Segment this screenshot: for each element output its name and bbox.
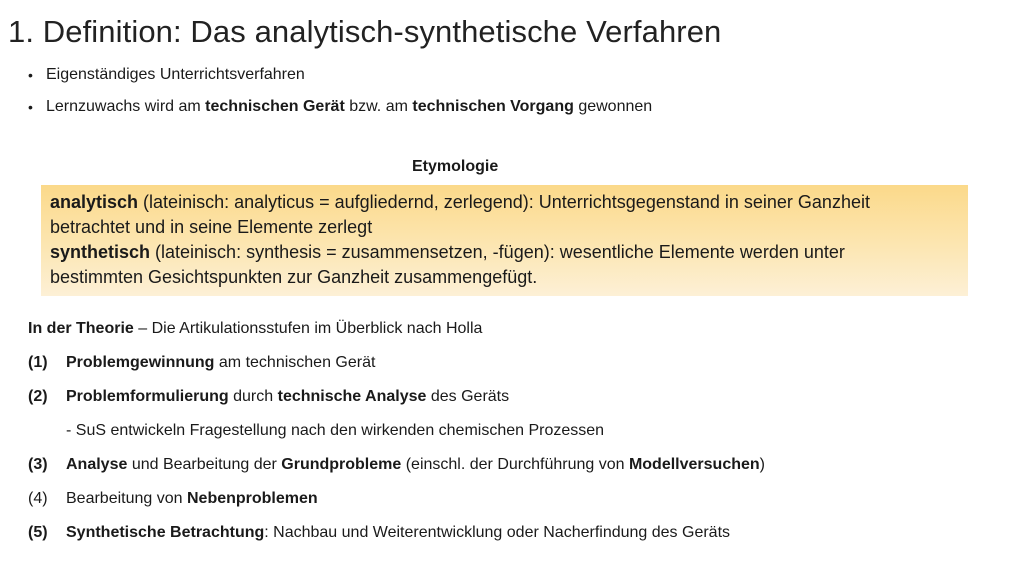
- bullet-text: Eigenständiges Unterrichtsverfahren: [46, 66, 305, 83]
- step-2: [28, 386, 765, 420]
- theory-intro: [28, 318, 765, 352]
- etymology-synthetisch-line-2: bestimmten Gesichtspunkten zur Ganzheit zusammengefügt.: [50, 267, 538, 287]
- step-text: Bearbeitung von: [66, 490, 187, 507]
- synthetisch-definition: (lateinisch: synthesis = zusammensetzen, -fügen): wesentliche Elemente werden unter: [150, 242, 845, 262]
- bullet-bold-geraet: technischen Gerät: [205, 98, 345, 115]
- step-bold: Analyse: [66, 456, 128, 473]
- step-bold: Problemformulierung: [66, 388, 229, 405]
- step-text: ): [759, 456, 765, 473]
- etymology-synthetisch-line-1: [50, 240, 959, 265]
- step-text: des Geräts: [426, 388, 510, 405]
- step-number: (3): [28, 456, 48, 473]
- step-4: [28, 488, 765, 522]
- term-synthetisch: synthetisch: [50, 242, 151, 262]
- step-bold: Modellversuchen: [628, 456, 760, 473]
- bullet-bold-vorgang: technischen Vorgang: [412, 98, 574, 115]
- theory-intro-bold: In der Theorie: [28, 320, 134, 337]
- term-analytisch: analytisch: [50, 192, 139, 212]
- etymology-analytisch-line-2: betrachtet und in seine Elemente zerlegt: [50, 217, 373, 237]
- bullet-text-post: gewonnen: [573, 98, 653, 115]
- bullet-text-mid: bzw. am: [344, 98, 413, 115]
- step-bold: Grundprobleme: [281, 456, 402, 473]
- step-text: (einschl. der Durchführung von: [401, 456, 629, 473]
- step-3: [28, 454, 765, 488]
- step-text: : Nachbau und Weiterentwicklung oder Nacherfindung des Geräts: [264, 524, 731, 541]
- step-bold: Nebenproblemen: [186, 490, 318, 507]
- step-text: und Bearbeitung der: [127, 456, 282, 473]
- bullet-dot-icon: •: [28, 67, 33, 83]
- step-bold: Synthetische Betrachtung: [66, 524, 265, 541]
- step-text: durch: [228, 388, 278, 405]
- step-text: am technischen Gerät: [214, 354, 376, 371]
- bullet-dot-icon: •: [28, 99, 33, 115]
- theory-intro-rest: – Die Artikulationsstufen im Überblick nach Holla: [133, 320, 483, 337]
- step-number: (1): [28, 354, 48, 371]
- slide-title: 1. Definition: Das analytisch-synthetische Verfahren: [8, 14, 722, 49]
- bullet-item: [26, 64, 652, 96]
- etymology-analytisch-line-1: [50, 190, 959, 215]
- step-number: (4): [28, 490, 48, 507]
- step-number: (5): [28, 524, 48, 541]
- step-bold: Problemgewinnung: [66, 354, 215, 371]
- step-2-sub: - SuS entwickeln Fragestellung nach den wirkenden chemischen Prozessen: [66, 422, 605, 439]
- step-number: (2): [28, 388, 48, 405]
- etymology-heading: Etymologie: [412, 158, 499, 175]
- step-bold: technische Analyse: [277, 388, 427, 405]
- step-1: [28, 352, 765, 386]
- theory-section: [28, 318, 765, 556]
- bullet-list: [26, 64, 652, 128]
- bullet-text-pre: Lernzuwachs wird am: [46, 98, 206, 115]
- etymology-box: [41, 185, 968, 296]
- analytisch-definition: (lateinisch: analyticus = aufgliedernd, zerlegend): Unterrichtsgegenstand in seiner Ganzheit: [138, 192, 870, 212]
- step-5: [28, 522, 765, 556]
- bullet-item: [26, 96, 652, 128]
